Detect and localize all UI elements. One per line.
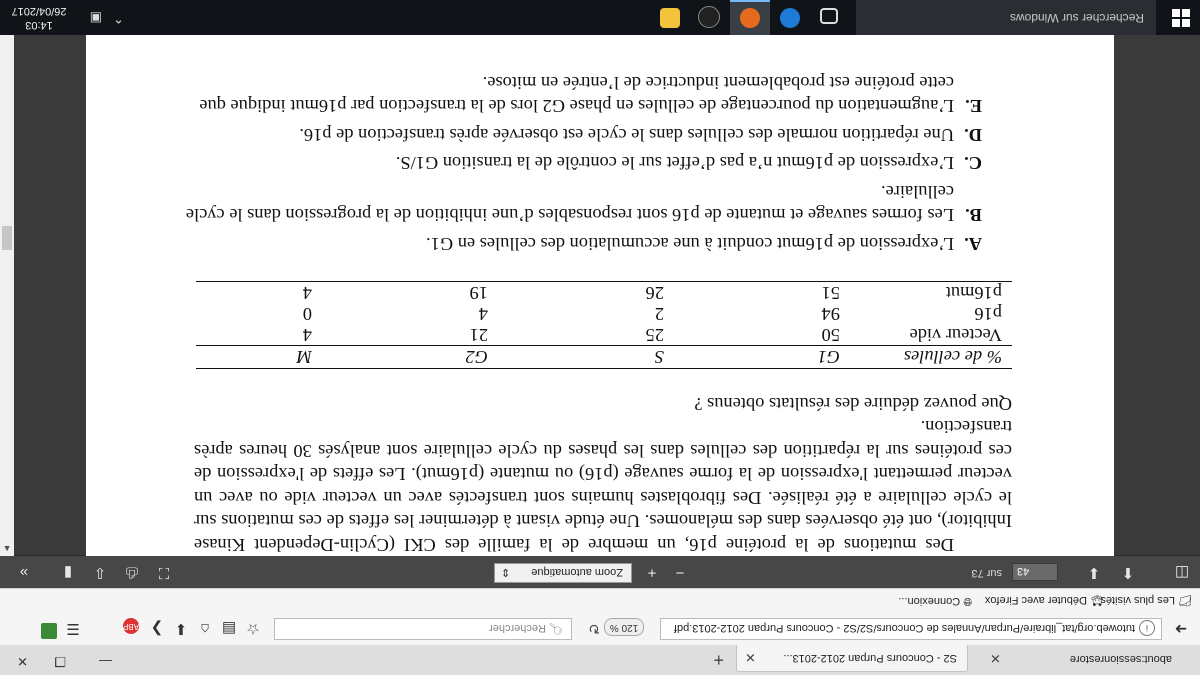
zoom-badge[interactable]: 120 % [604, 618, 644, 636]
adblock-icon[interactable]: ABP [120, 617, 142, 639]
intro-paragraph: Des mutations de la protéine p16, un membre de la famille des CKI (Cyclin-Dependent Kinase Inhibitor), ont été observées dans des mélanomes. Une étude visant à déterminer les effets de ces mutations sur le cycle cellulaire a été réalisée. Des fibroblastes humains sont transfectés avec un vecteur vide ou avec un vecteur permettant l'expression de la forme sauvage (p16) ou mutante (p16mut). Les effets de l'expression de ces protéines sur la répartition des cellules dans les phases du cycle cellulaire sont analysés 30 heures après transfection. [194, 417, 1012, 555]
results-table [196, 281, 1012, 369]
table-cell: p16mut [850, 282, 1012, 304]
tab-session-restore[interactable] [982, 645, 1182, 672]
bookmark-star-icon[interactable]: ☆ [246, 620, 260, 637]
close-tab-icon[interactable]: ✕ [990, 651, 1001, 666]
answer-item [182, 71, 982, 118]
task-view-icon[interactable] [810, 0, 850, 35]
previous-page-icon[interactable]: ⬆ [1121, 564, 1135, 581]
tab-bar [0, 644, 1200, 675]
answer-item [182, 180, 982, 227]
pocket-icon[interactable]: ❯ [150, 620, 164, 637]
bookmark-icon[interactable]: ▮ [63, 564, 73, 581]
answer-item [182, 232, 982, 256]
bookmarks-bar [0, 588, 1200, 611]
reload-icon[interactable]: ↻ [588, 621, 600, 637]
url-bar[interactable] [660, 618, 1162, 640]
bookmark-getting-started[interactable]: 🦊︎ Débuter avec Firefox [984, 594, 1104, 606]
notification-icon[interactable]: ▣ [89, 11, 102, 26]
url-text: tutoweb.org/tat_libraire/Purpan/Annales de Concours/S2/S2 - Concours Purpan 2012-2013.pdf [673, 622, 1135, 634]
taskbar-clock[interactable] [4, 4, 74, 32]
question-text: Que pouvez déduire des résultats obtenus ? [694, 394, 1012, 414]
clock-time: 14:03 [25, 19, 53, 31]
table-cell: 94 [821, 304, 840, 324]
answer-item [182, 151, 982, 175]
table-row [196, 324, 1012, 346]
scroll-thumb[interactable] [2, 226, 12, 250]
zoom-in-button[interactable]: + [647, 564, 657, 581]
pdf-page [86, 0, 1114, 556]
scroll-up-icon[interactable]: ▲ [2, 544, 12, 554]
sidebar-toggle-icon[interactable]: ◫ [1174, 564, 1190, 581]
bookmark-connexion[interactable]: 🌐︎ Connexion... [898, 595, 972, 607]
answer-text: L’augmentation du pourcentage de cellules en phase G2 lors de la transfection par p16mut indique que cette protéine est probablement inductrice de l’entrée en mitose. [199, 73, 954, 117]
answer-list [182, 66, 982, 256]
media-app-icon[interactable] [690, 0, 730, 35]
fullscreen-icon[interactable]: ⛶ [158, 564, 170, 581]
reading-list-icon[interactable]: ▤ [221, 620, 237, 637]
table-cell: 25 [645, 325, 664, 345]
tab-label: S2 - Concours Purpan 2012-2013... [783, 652, 957, 664]
next-page-icon[interactable]: ⬇ [1087, 564, 1101, 581]
edge-icon[interactable] [770, 0, 810, 35]
table-cell: 26 [498, 282, 674, 304]
close-tab-icon[interactable]: ✕ [745, 650, 756, 665]
search-input[interactable] [274, 618, 572, 640]
table-header: S [498, 346, 674, 369]
table-cell: 2 [654, 304, 664, 324]
answer-letter: E. [965, 96, 982, 117]
taskbar-search[interactable]: Rechercher sur Windows [856, 0, 1156, 35]
table-cell: 4 [302, 325, 312, 345]
download-icon[interactable]: ⇩ [93, 564, 107, 581]
home-icon[interactable]: ⌂ [200, 620, 210, 637]
page-scrollbar[interactable] [0, 0, 14, 556]
answer-letter: A. [964, 234, 982, 254]
answer-item [182, 123, 982, 147]
page-count: sur 73 [971, 567, 1002, 579]
table-header: G2 [322, 346, 498, 369]
table-cell: 19 [322, 282, 498, 304]
chevron-down-icon: ⇕ [501, 566, 511, 578]
table-cell: p16 [974, 304, 1002, 324]
extension-icon[interactable] [38, 617, 60, 639]
close-window-icon[interactable]: ✕ [17, 654, 28, 669]
search-placeholder: Rechercher [489, 622, 546, 634]
answer-text: Une répartition normale des cellules dans le cycle est observée après transfection de p16. [299, 125, 954, 145]
pdf-toolbar [0, 555, 1200, 588]
taskbar [0, 0, 1200, 35]
zoom-select[interactable]: Zoom automatique ⇕ [494, 563, 632, 583]
table-cell: Vecteur vide [909, 325, 1002, 345]
zoom-out-button[interactable]: − [675, 564, 685, 581]
table-header: G1 [674, 346, 850, 369]
tools-icon[interactable]: » [19, 564, 29, 581]
new-tab-icon[interactable]: + [713, 650, 724, 670]
answer-text: Les formes sauvage et mutante de p16 sont responsables d’une inhibition de la progression dans le cycle cellulaire. [185, 182, 954, 226]
answer-letter: D. [964, 125, 982, 145]
restore-icon[interactable]: ❐ [54, 654, 66, 669]
search-icon: 🔍︎ [545, 622, 563, 634]
file-explorer-icon[interactable] [650, 0, 690, 35]
download-icon[interactable]: ⬇ [174, 620, 188, 637]
navigation-bar [0, 610, 1200, 645]
back-icon[interactable]: ➜ [1174, 620, 1188, 637]
table-cell: 4 [478, 304, 488, 324]
table-header: M [196, 346, 322, 369]
table-cell: 50 [821, 325, 840, 345]
bookmark-most-visited[interactable]: 📁︎ Les plus visités [1100, 594, 1192, 606]
table-cell: 0 [302, 304, 312, 324]
tab-pdf[interactable] [736, 645, 968, 672]
firefox-icon[interactable] [730, 0, 770, 35]
print-icon[interactable]: ⎙ [126, 564, 139, 581]
minimize-icon[interactable]: — [99, 654, 112, 669]
table-cell: 51 [674, 282, 850, 304]
table-row [196, 282, 1012, 304]
answer-text: L’expression de p16mut conduit à une accumulation des cellules en G1. [426, 234, 954, 254]
page-number-input[interactable]: 43 [1012, 563, 1058, 581]
document-content [185, 73, 1012, 557]
tab-label: about:sessionrestore [1069, 653, 1172, 665]
table-header-row [196, 346, 1012, 369]
answer-letter: C. [964, 153, 982, 174]
table-row [196, 303, 1012, 324]
chevron-up-icon[interactable]: ⌃ [113, 11, 124, 26]
menu-icon[interactable]: ☰ [66, 620, 80, 637]
info-icon[interactable]: i [1139, 620, 1155, 636]
answer-text: L’expression de p16mut n’a pas d’effet sur le contrôle de la transition G1/S. [395, 153, 954, 174]
table-cell: 21 [469, 325, 488, 345]
table-header: % de cellules [850, 346, 1012, 369]
answer-letter: B. [965, 205, 982, 226]
table-cell: 4 [196, 282, 322, 304]
windows-start-icon[interactable] [1172, 9, 1190, 27]
clock-date: 26/04/2017 [11, 5, 67, 17]
